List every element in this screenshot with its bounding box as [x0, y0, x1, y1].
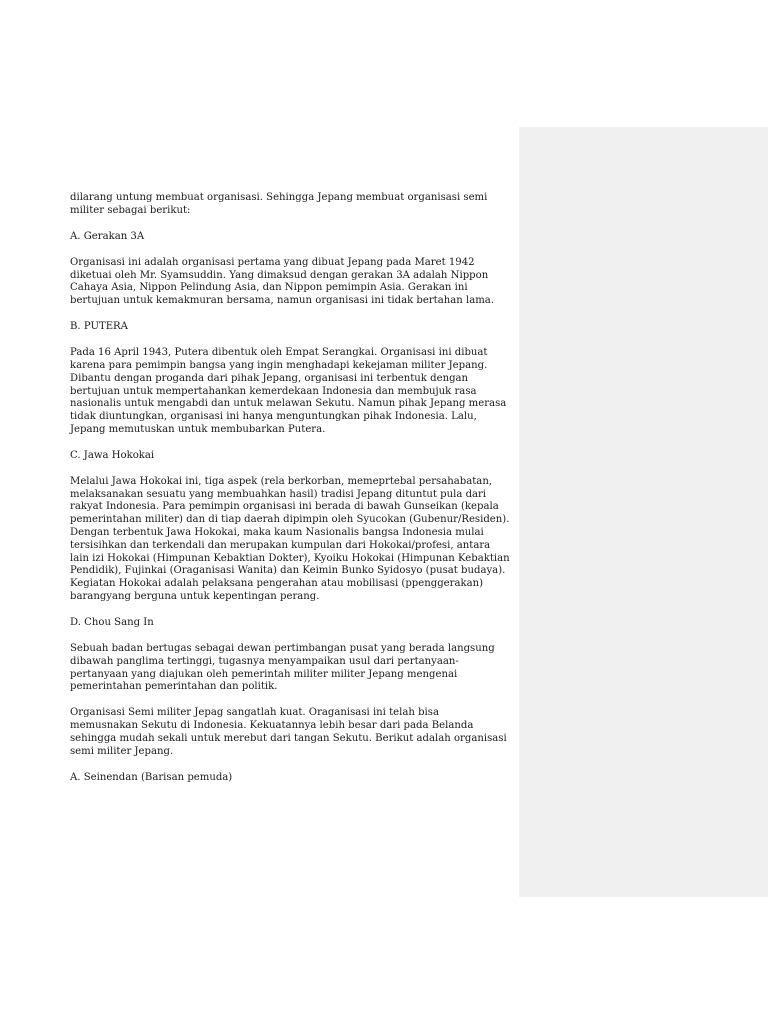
paragraph-summary: Organisasi Semi militer Jepag sangatlah kuat. Oraganisasi ini telah bisa memusnakan Sekutu di Indonesia. Kekuatannya lebih besar dari pada Belanda sehingga mudah sekali untuk merebut dari tangan Sekutu. Berikut adalah organisasi semi militer Jepang.: [70, 707, 507, 757]
heading-putera: B. PUTERA: [70, 321, 128, 333]
paragraph-jawa-hokokai: Melalui Jawa Hokokai ini, tiga aspek (rela berkorban, memeprtebal persahabatan, melaksanakan sesuatu yang membuahkan hasil) tradisi Jepang dituntut pula dari rakyat Indonesia. Para pemimpin organisasi ini berada di bawah Gunseikan (kepala pemerintahan militer) dan di tiap daerah dipimpin oleh Syucokan (Gubenur/Residen). Dengan terbentuk Jawa Hokokai, maka kaum Nasionalis bangsa Indonesia mulai tersisihkan dan terkendali dan merupakan kumpulan dari Hokokai/profesi, antara lain izi Hokokai (Himpunan Kebaktian Dokter), Kyoiku Hokokai (Himpunan Kebaktian Pendidik), Fujinkai (Oraganisasi Wanita) dan Keimin Bunko Syidosyo (pusat budaya). Kegiatan Hokokai adalah pelaksana pengerahan atau mobilisasi (ppenggerakan) barangyang berguna untuk kepentingan perang.: [70, 475, 510, 603]
document-body: [70, 192, 510, 798]
paragraph-gerakan-3a: Organisasi ini adalah organisasi pertama yang dibuat Jepang pada Maret 1942 diketuai oleh Mr. Syamsuddin. Yang dimaksud dengan gerakan 3A adalah Nippon Cahaya Asia, Nippon Pelindung Asia, dan Nippon pemimpin Asia. Gerakan ini bertujuan untuk kemakmuran bersama, namun organisasi ini tidak bertahan lama.: [70, 256, 495, 307]
paragraph-putera: Pada 16 April 1943, Putera dibentuk oleh Empat Serangkai. Organisasi ini dibuat karena para pemimpin bangsa yang ingin menghadapi kekejaman militer Jepang. Dibantu dengan proganda dari pihak Jepang, organisasi ini terbentuk dengan bertujuan untuk mempertahankan kemerdekaan Indonesia dan membujuk rasa nasionalis untuk mengabdi dan untuk melawan Sekutu. Namun pihak Jepang merasa tidak diuntungkan, organisasi ini hanya menguntungkan pihak Indonesia. Lalu, Jepang memutuskan untuk membubarkan Putera.: [70, 347, 507, 435]
paragraph-chou-sang-in: Sebuah badan bertugas sebagai dewan pertimbangan pusat yang berada langsung dibawah panglima tertinggi, tugasnya menyampaikan usul dari pertanyaan-pertanyaan yang diajukan oleh pemerintah militer militer Jepang mengenai pemerintahan pemerintahan dan politik.: [70, 643, 495, 693]
heading-jawa-hokokai: C. Jawa Hokokai: [70, 449, 155, 461]
heading-seinendan: A. Seinendan (Barisan pemuda): [70, 771, 233, 783]
heading-gerakan-3a: A. Gerakan 3A: [70, 230, 145, 242]
paragraph-intro: dilarang untung membuat organisasi. Sehingga Jepang membuat organisasi semi militer sebagai berikut:: [70, 192, 488, 216]
heading-chou-sang-in: D. Chou Sang In: [70, 617, 154, 629]
comment-margin-pane: [519, 127, 768, 897]
